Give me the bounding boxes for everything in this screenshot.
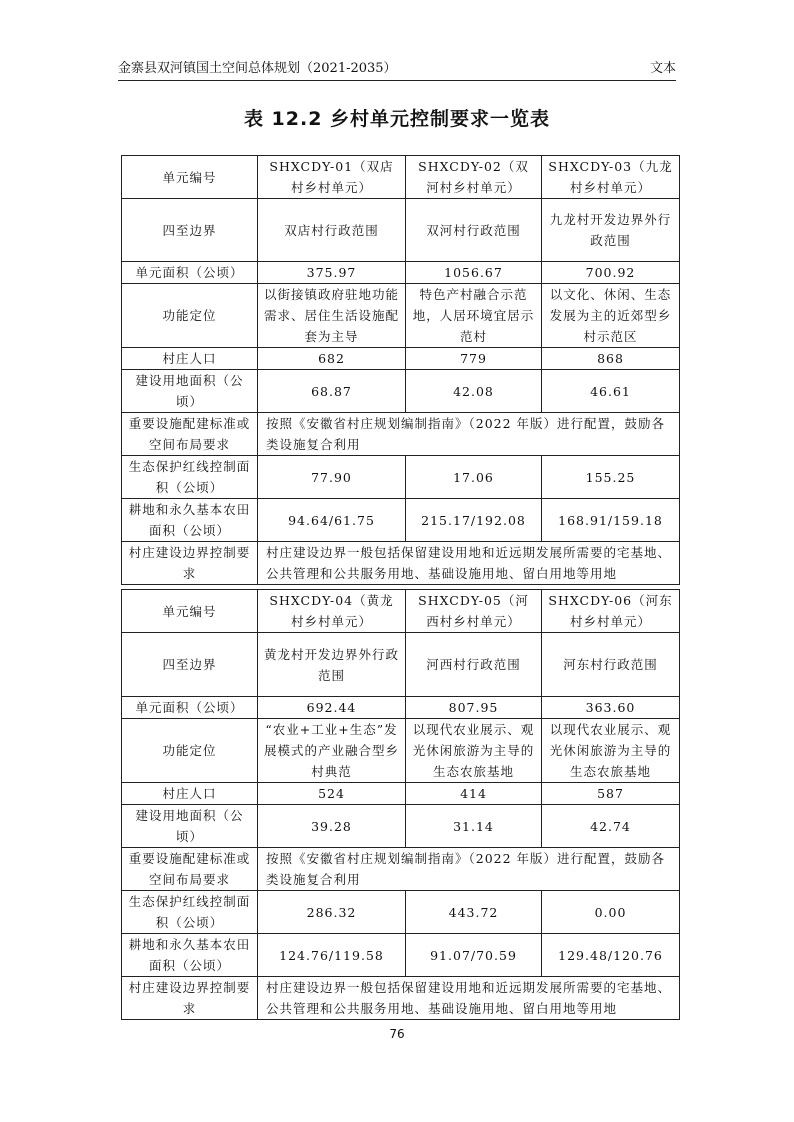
table-row xyxy=(122,370,680,413)
boundary-cell: 河西村行政范围 xyxy=(406,633,542,697)
unit-code-cell: SHXCDY-03（九龙村乡村单元） xyxy=(542,156,680,199)
row-label-population: 村庄人口 xyxy=(122,348,258,370)
row-label-boundary: 四至边界 xyxy=(122,199,258,262)
row-label-boundary: 四至边界 xyxy=(122,633,258,697)
function-cell: 以现代农业展示、观光休闲旅游为主导的生态农旅基地 xyxy=(542,719,680,783)
row-label-construction-area: 建设用地面积（公顷） xyxy=(122,805,258,848)
population-cell: 587 xyxy=(542,783,680,805)
header-document-title: 金寨县双河镇国土空间总体规划（2021-2035） xyxy=(118,61,397,76)
function-cell: “农业+工业+生态”发展模式的产业融合型乡村典范 xyxy=(258,719,406,783)
village-boundary-cell: 村庄建设边界一般包括保留建设用地和近远期发展所需要的宅基地、公共管理和公共服务用地、基础设施用地、留白用地等用地 xyxy=(258,542,680,585)
table-row xyxy=(122,413,680,456)
row-label-eco-redline: 生态保护红线控制面积（公顷） xyxy=(122,891,258,934)
population-cell: 868 xyxy=(542,348,680,370)
construction-area-cell: 31.14 xyxy=(406,805,542,848)
eco-redline-cell: 286.32 xyxy=(258,891,406,934)
function-cell: 特色产村融合示范地，人居环境宜居示范村 xyxy=(406,284,542,348)
area-cell: 1056.67 xyxy=(406,262,542,284)
eco-redline-cell: 155.25 xyxy=(542,456,680,499)
table-row xyxy=(122,783,680,805)
population-cell: 524 xyxy=(258,783,406,805)
table-row xyxy=(122,284,680,348)
unit-code-cell: SHXCDY-04（黄龙村乡村单元） xyxy=(258,590,406,633)
construction-area-cell: 42.74 xyxy=(542,805,680,848)
row-label-function: 功能定位 xyxy=(122,719,258,783)
boundary-cell: 河东村行政范围 xyxy=(542,633,680,697)
row-label-village-boundary: 村庄建设边界控制要求 xyxy=(122,977,258,1020)
table-row xyxy=(122,499,680,542)
population-cell: 414 xyxy=(406,783,542,805)
table-row xyxy=(122,719,680,783)
table-row xyxy=(122,977,680,1020)
page-number: 76 xyxy=(389,1027,405,1041)
row-label-eco-redline: 生态保护红线控制面积（公顷） xyxy=(122,456,258,499)
unit-code-cell: SHXCDY-02（双河村乡村单元） xyxy=(406,156,542,199)
row-label-farmland: 耕地和永久基本农田面积（公顷） xyxy=(122,934,258,977)
table-row xyxy=(122,697,680,719)
farmland-cell: 124.76/119.58 xyxy=(258,934,406,977)
boundary-cell: 双店村行政范围 xyxy=(258,199,406,262)
farmland-cell: 129.48/120.76 xyxy=(542,934,680,977)
village-boundary-cell: 村庄建设边界一般包括保留建设用地和近远期发展所需要的宅基地、公共管理和公共服务用地、基础设施用地、留白用地等用地 xyxy=(258,977,680,1020)
eco-redline-cell: 443.72 xyxy=(406,891,542,934)
area-cell: 807.95 xyxy=(406,697,542,719)
row-label-village-boundary: 村庄建设边界控制要求 xyxy=(122,542,258,585)
unit-control-table-2 xyxy=(121,589,680,1020)
boundary-cell: 双河村行政范围 xyxy=(406,199,542,262)
facilities-cell: 按照《安徽省村庄规划编制指南》（2022 年版）进行配置，鼓励各类设施复合利用 xyxy=(258,413,680,456)
row-label-unit-code: 单元编号 xyxy=(122,590,258,633)
table-row xyxy=(122,805,680,848)
table-row xyxy=(122,590,680,633)
farmland-cell: 168.91/159.18 xyxy=(542,499,680,542)
table-row xyxy=(122,542,680,585)
eco-redline-cell: 0.00 xyxy=(542,891,680,934)
boundary-cell: 黄龙村开发边界外行政范围 xyxy=(258,633,406,697)
area-cell: 363.60 xyxy=(542,697,680,719)
function-cell: 以现代农业展示、观光休闲旅游为主导的生态农旅基地 xyxy=(406,719,542,783)
row-label-unit-code: 单元编号 xyxy=(122,156,258,199)
table-row xyxy=(122,633,680,697)
unit-code-cell: SHXCDY-05（河西村乡村单元） xyxy=(406,590,542,633)
row-label-facilities: 重要设施配建标准或空间布局要求 xyxy=(122,848,258,891)
farmland-cell: 94.64/61.75 xyxy=(258,499,406,542)
farmland-cell: 91.07/70.59 xyxy=(406,934,542,977)
row-label-construction-area: 建设用地面积（公顷） xyxy=(122,370,258,413)
construction-area-cell: 46.61 xyxy=(542,370,680,413)
farmland-cell: 215.17/192.08 xyxy=(406,499,542,542)
population-cell: 779 xyxy=(406,348,542,370)
population-cell: 682 xyxy=(258,348,406,370)
construction-area-cell: 68.87 xyxy=(258,370,406,413)
construction-area-cell: 39.28 xyxy=(258,805,406,848)
construction-area-cell: 42.08 xyxy=(406,370,542,413)
header-divider xyxy=(118,80,676,81)
area-cell: 692.44 xyxy=(258,697,406,719)
table-title: 表 12.2 乡村单元控制要求一览表 xyxy=(243,108,551,130)
row-label-farmland: 耕地和永久基本农田面积（公顷） xyxy=(122,499,258,542)
page-header xyxy=(118,57,676,79)
unit-control-table-1 xyxy=(121,155,680,585)
header-section-label: 文本 xyxy=(649,61,676,76)
function-cell: 以街接镇政府驻地功能需求、居住生活设施配套为主导 xyxy=(258,284,406,348)
table-row xyxy=(122,262,680,284)
table-row xyxy=(122,156,680,199)
table-row xyxy=(122,891,680,934)
function-cell: 以文化、休闲、生态发展为主的近郊型乡村示范区 xyxy=(542,284,680,348)
row-label-area: 单元面积（公顷） xyxy=(122,262,258,284)
facilities-cell: 按照《安徽省村庄规划编制指南》（2022 年版）进行配置，鼓励各类设施复合利用 xyxy=(258,848,680,891)
table-row xyxy=(122,934,680,977)
row-label-population: 村庄人口 xyxy=(122,783,258,805)
eco-redline-cell: 17.06 xyxy=(406,456,542,499)
boundary-cell: 九龙村开发边界外行政范围 xyxy=(542,199,680,262)
table-row xyxy=(122,348,680,370)
area-cell: 700.92 xyxy=(542,262,680,284)
row-label-function: 功能定位 xyxy=(122,284,258,348)
row-label-facilities: 重要设施配建标准或空间布局要求 xyxy=(122,413,258,456)
eco-redline-cell: 77.90 xyxy=(258,456,406,499)
table-row xyxy=(122,199,680,262)
unit-code-cell: SHXCDY-01（双店村乡村单元） xyxy=(258,156,406,199)
table-row xyxy=(122,848,680,891)
area-cell: 375.97 xyxy=(258,262,406,284)
unit-code-cell: SHXCDY-06（河东村乡村单元） xyxy=(542,590,680,633)
row-label-area: 单元面积（公顷） xyxy=(122,697,258,719)
table-row xyxy=(122,456,680,499)
